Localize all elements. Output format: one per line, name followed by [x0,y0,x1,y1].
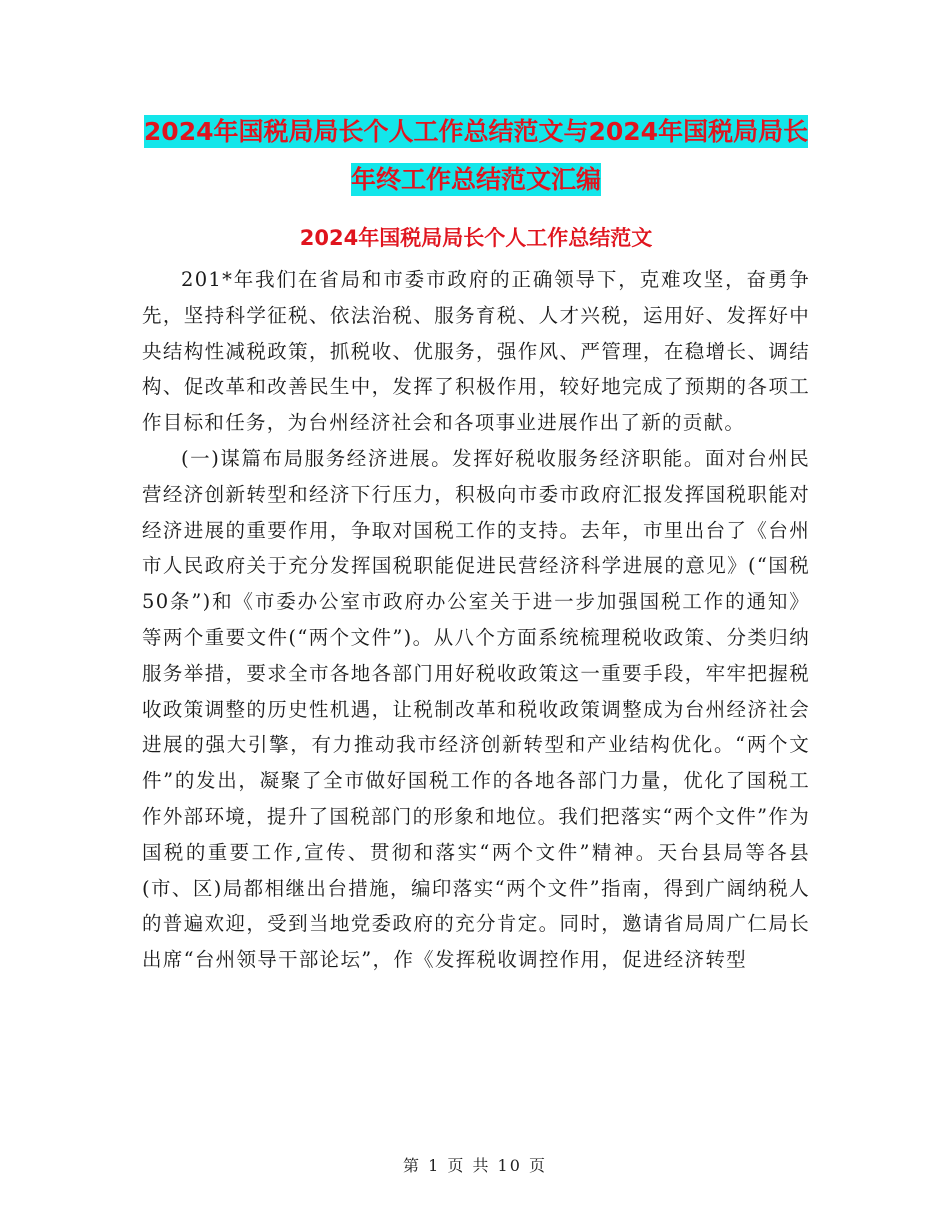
page-footer: 第 1 页 共 10 页 [403,1156,547,1175]
title-highlight: 2024年国税局局长个人工作总结范文与2024年国税局局长年终工作总结范文汇编 [143,117,809,194]
document-title [142,108,810,204]
section-title: 2024年国税局局长个人工作总结范文 [299,226,653,250]
paragraph-intro: 201*年我们在省局和市委市政府的正确领导下，克难攻坚，奋勇争先，坚持科学征税、依法治税、服务育税、人才兴税，运用好、发挥好中央结构性减税政策，抓税收、优服务，强作风、严管理，在稳增长、调结构、促改革和改善民生中，发挥了积极作用，较好地完成了预期的各项工作目标和任务，为台州经济社会和各项事业进展作出了新的贡献。 [142,268,810,435]
document-body [142,262,810,978]
paragraph-section-1: (一)谋篇布局服务经济进展。发挥好税收服务经济职能。面对台州民营经济创新转型和经济下行压力，积极向市委市政府汇报发挥国税职能对经济进展的重要作用，争取对国税工作的支持。去年，市里出台了《台州市人民政府关于充分发挥国税职能促进民营经济科学进展的意见》(“国税50条”)和《市委办公室市政府办公室关于进一步加强国税工作的通知》等两个重要文件(“两个文件”)。从八个方面系统梳理税收政策、分类归纳服务举措，要求全市各地各部门用好税收政策这一重要手段，牢牢把握税收政策调整的历史性机遇，让税制改革和税收政策调整成为台州经济社会进展的强大引擎，有力推动我市经济创新转型和产业结构优化。“两个文件”的发出，凝聚了全市做好国税工作的各地各部门力量，优化了国税工作外部环境，提升了国税部门的形象和地位。我们把落实“两个文件”作为国税的重要工作,宣传、贯彻和落实“两个文件”精神。天台县局等各县(市、区)局都相继出台措施，编印落实“两个文件”指南，得到广阔纳税人的普遍欢迎，受到当地党委政府的充分肯定。同时，邀请省局周广仁局长出席“台州领导干部论坛”，作《发挥税收调控作用，促进经济转型 [142,446,810,972]
